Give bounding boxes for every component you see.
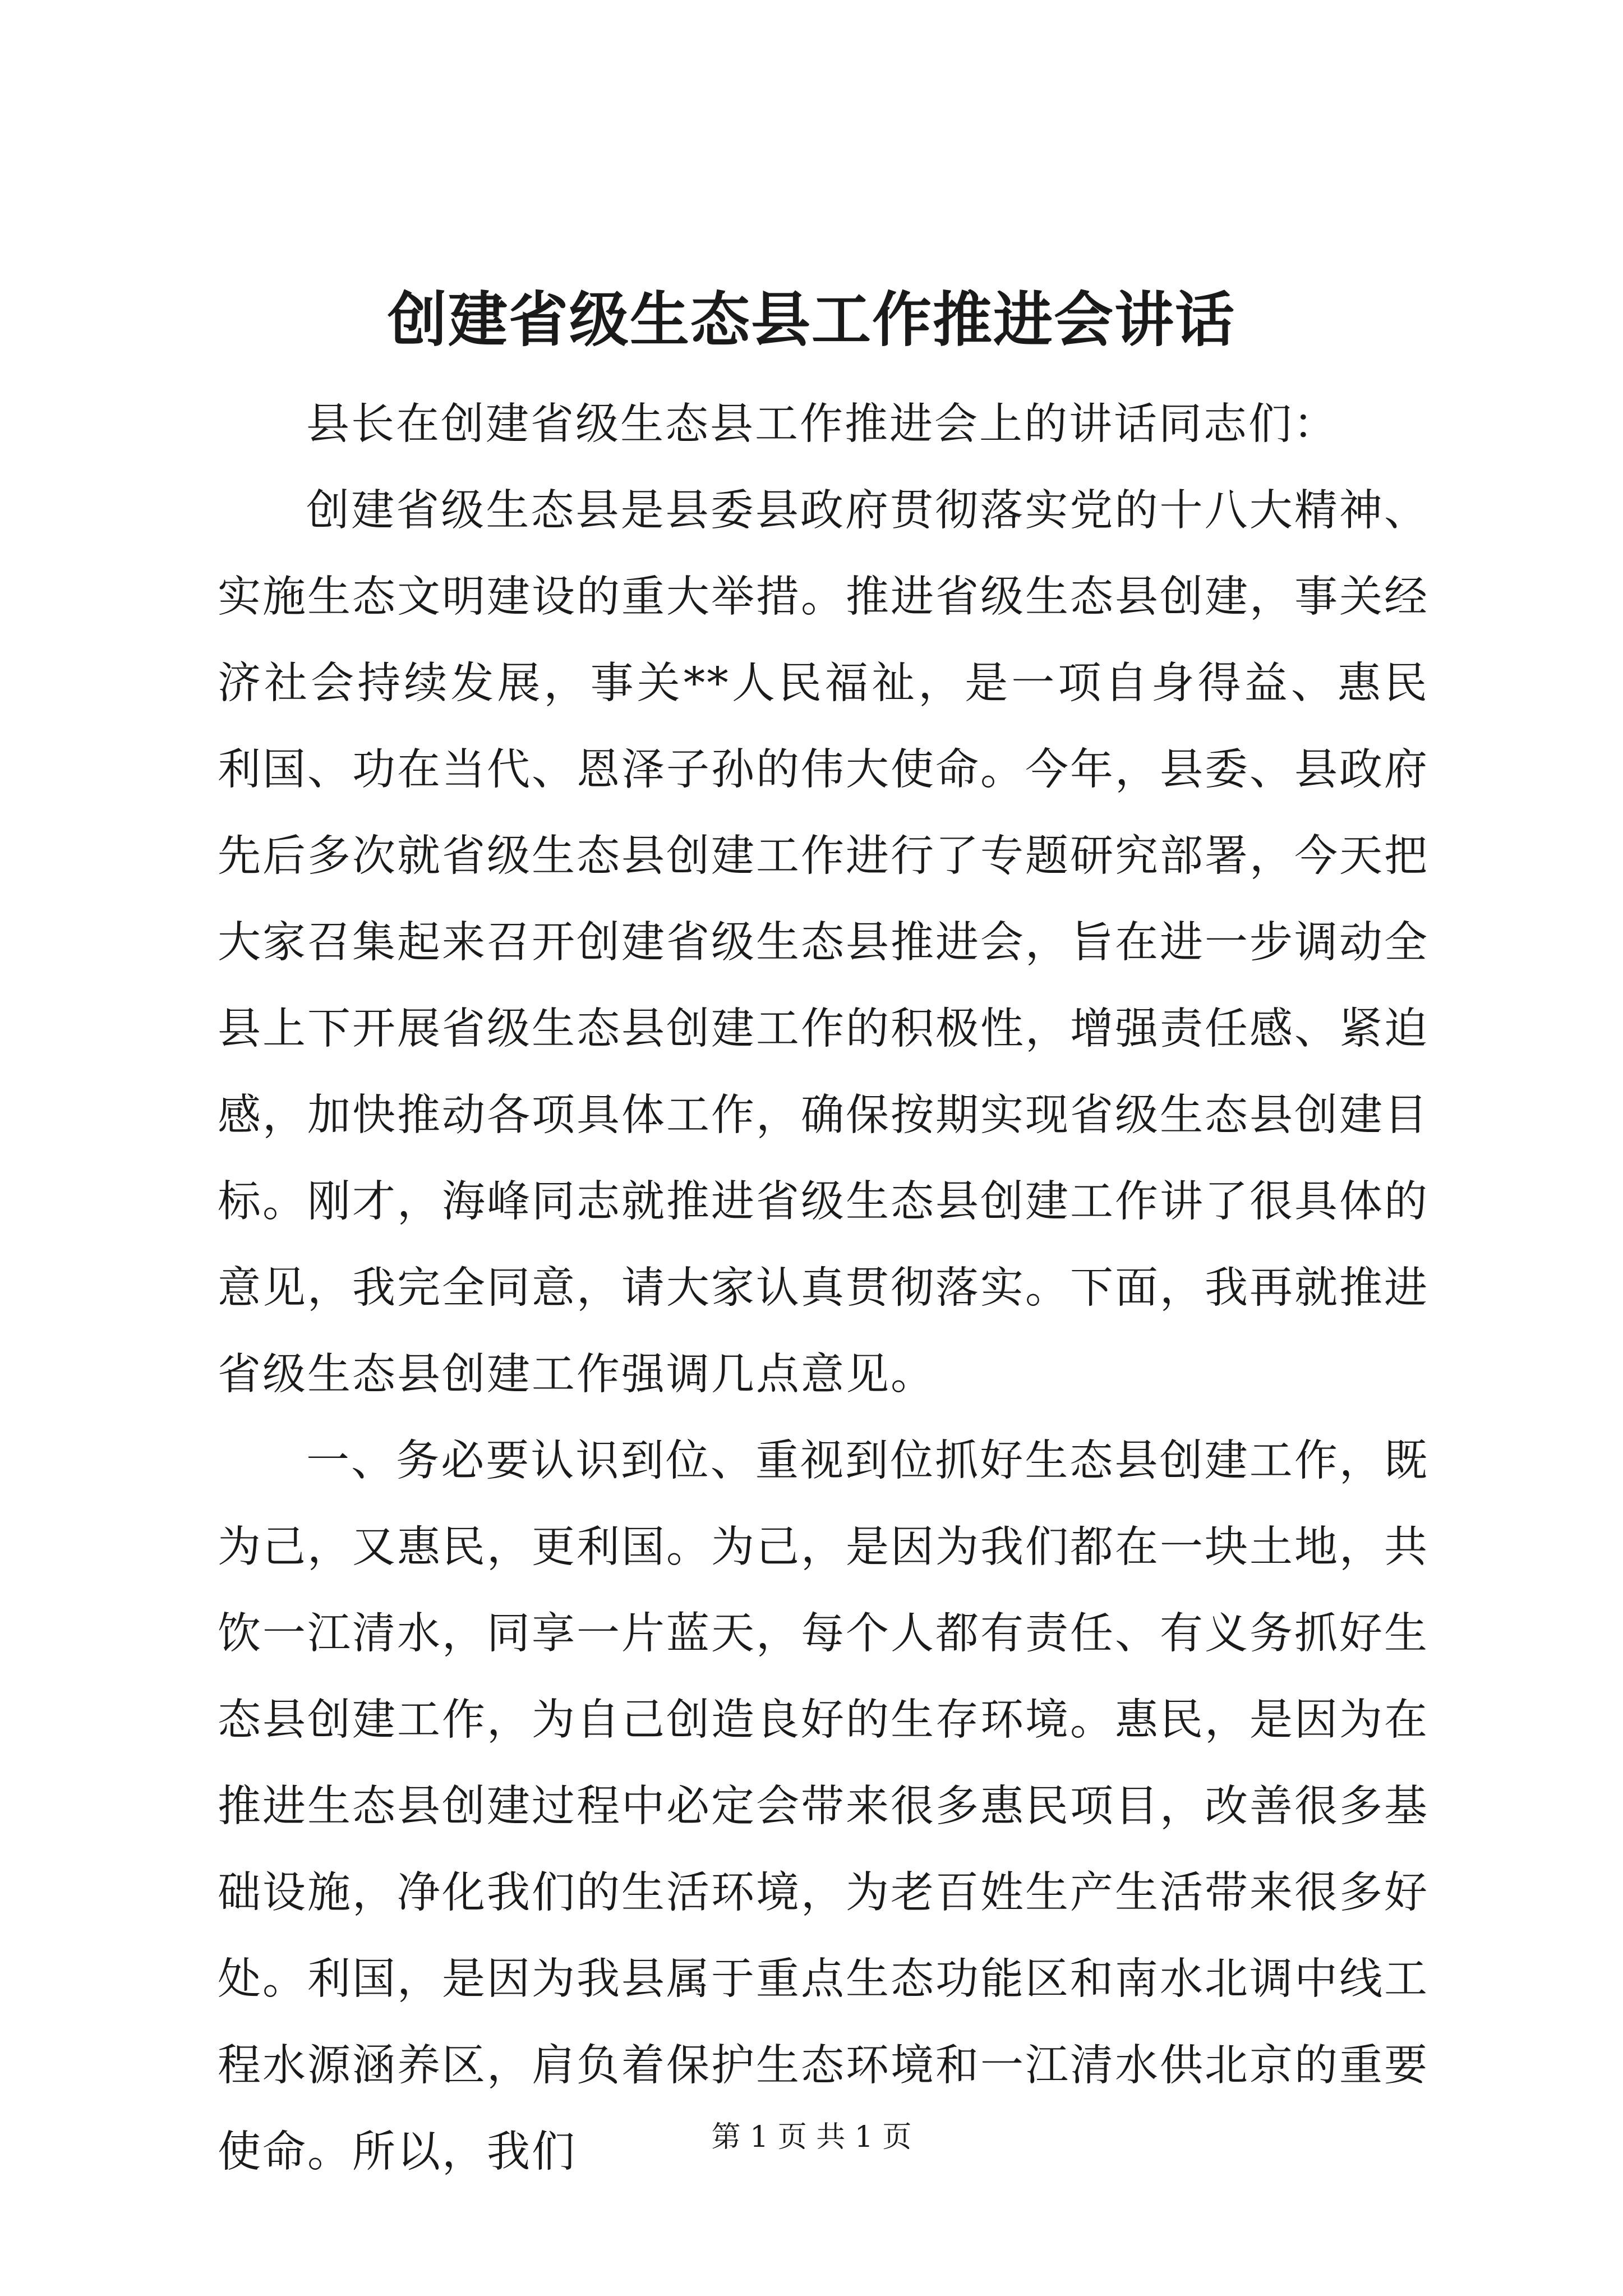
paragraph-point-one: 一、务必要认识到位、重视到位抓好生态县创建工作，既为己，又惠民，更利国。为己，是因为我们都在一块土地，共饮一江清水，同享一片蓝天，每个人都有责任、有义务抓好生态县创建工作，为自己创造良好的生存环境。惠民，是因为在推进生态县创建过程中必定会带来很多惠民项目，改善很多基础设施，净化我们的生活环境，为老百姓生产生活带来很多好处。利国，是因为我县属于重点生态功能区和南水北调中线工程水源涵养区，肩负着保护生态环境和一江清水供北京的重要使命。所以，我们 bbox=[218, 1436, 1429, 2177]
document-body bbox=[218, 381, 1429, 2196]
paragraph-greeting: 县长在创建省级生态县工作推进会上的讲话同志们： bbox=[306, 399, 1338, 449]
paragraph-intro: 创建省级生态县是县委县政府贯彻落实党的十八大精神、实施生态文明建设的重大举措。推进省级生态县创建，事关经济社会持续发展，事关**人民福祉，是一项自身得益、惠民利国、功在当代、恩泽子孙的伟大使命。今年，县委、县政府先后多次就省级生态县创建工作进行了专题研究部署，今天把大家召集起来召开创建省级生态县推进会，旨在进一步调动全县上下开展省级生态县创建工作的积极性，增强责任感、紧迫感，加快推动各项具体工作，确保按期实现省级生态县创建目标。刚才，海峰同志就推进省级生态县创建工作讲了很具体的意见，我完全同意，请大家认真贯彻落实。下面，我再就推进省级生态县创建工作强调几点意见。 bbox=[218, 486, 1429, 1400]
page-footer: 第 1 页 共 1 页 bbox=[711, 2120, 912, 2154]
document-title: 创建省级生态县工作推进会讲话 bbox=[388, 284, 1235, 355]
